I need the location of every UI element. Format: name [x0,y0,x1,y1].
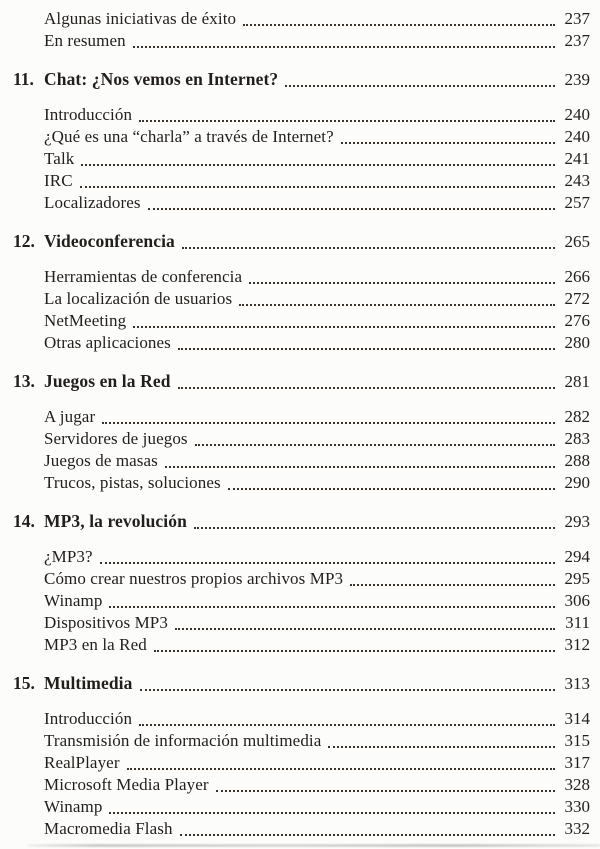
dot-leader [195,444,555,446]
page-number: 237 [564,31,590,50]
chapter-title: Chat: ¿Nos vemos en Internet? [44,69,279,89]
page-number: 239 [564,70,590,89]
toc-entry-row [13,796,590,818]
page-number: 312 [564,635,590,654]
page-number: 282 [564,407,590,426]
chapter-number: 12. [13,231,35,251]
toc-chapter-row [13,510,590,533]
toc-entry-row [13,332,590,354]
dot-leader [109,606,555,608]
toc-entry-row [13,568,590,590]
entry-title: Talk [44,149,75,168]
dot-leader [140,689,556,691]
toc-entry-row [13,288,590,310]
entry-title: ¿MP3? [44,547,93,566]
entry-title: Herramientas de conferencia [44,267,243,286]
entry-title: Dispositivos MP3 [44,613,168,632]
page-number: 243 [564,171,590,190]
entry-title: Otras aplicaciones [44,333,171,352]
toc-entry-row [13,774,590,796]
dot-leader [182,247,555,249]
toc-entry-row [13,428,590,450]
toc-entry-row [13,170,590,192]
toc-entry-row [13,730,590,752]
dot-leader [80,186,555,188]
scan-edge-artifact [28,844,600,847]
entry-title: ¿Qué es una “charla” a través de Internet? [44,127,334,146]
dot-leader [285,85,555,87]
dot-leader [133,326,555,328]
dot-leader [127,768,555,770]
dot-leader [178,387,555,389]
toc-entry-row [13,752,590,774]
entry-title: A jugar [44,407,96,426]
dot-leader [341,142,555,144]
entry-title: MP3 en la Red [44,635,147,654]
page-number: 283 [564,429,590,448]
dot-leader [178,348,555,350]
toc-chapter-row [13,672,590,695]
chapter-number: 14. [13,511,35,531]
entry-title: Algunas iniciativas de éxito [44,9,237,28]
dot-leader [194,527,555,529]
page-number: 311 [565,613,590,632]
toc-entry-row [13,590,590,612]
chapter-title: MP3, la revolución [44,511,187,531]
page-number: 281 [564,372,590,391]
chapter-number: 11. [13,69,34,89]
dot-leader [148,208,555,210]
dot-leader [133,46,555,48]
dot-leader [180,834,555,836]
page-number: 293 [564,512,590,531]
entry-title: Trucos, pistas, soluciones [44,473,221,492]
toc-entry-row [13,148,590,170]
entry-title: Cómo crear nuestros propios archivos MP3 [44,569,344,588]
entry-title: En resumen [44,31,126,50]
dot-leader [228,488,555,490]
entry-title: Servidores de juegos [44,429,188,448]
page-number: 272 [564,289,590,308]
dot-leader [139,120,555,122]
entry-title: Microsoft Media Player [44,775,209,794]
page-number: 280 [564,333,590,352]
dot-leader [328,746,555,748]
page-number: 237 [564,9,590,28]
entry-title: NetMeeting [44,311,127,330]
toc-entry-row [13,612,590,634]
toc-entry-row [13,634,590,656]
entry-title: Winamp [44,591,103,610]
dot-leader [81,164,555,166]
page-number: 290 [564,473,590,492]
chapter-title: Juegos en la Red [44,371,171,391]
entry-title: Juegos de masas [44,451,158,470]
page-number: 314 [564,709,590,728]
toc-chapter-row [13,230,590,253]
dot-leader [102,422,555,424]
entry-title: Transmisión de información multimedia [44,731,322,750]
page-number: 317 [564,753,590,772]
toc-entry-row [13,126,590,148]
toc-entry-row [13,266,590,288]
toc-entry-row [13,708,590,730]
entry-title: RealPlayer [44,753,120,772]
page-number: 332 [564,819,590,838]
dot-leader [154,650,555,652]
page-number: 266 [564,267,590,286]
dot-leader [350,584,555,586]
page-number: 241 [564,149,590,168]
page-number: 288 [564,451,590,470]
page-number: 313 [564,674,590,693]
entry-title: Macromedia Flash [44,819,173,838]
page-number: 276 [564,311,590,330]
entry-title: Localizadores [44,193,141,212]
entry-title: La localización de usuarios [44,289,233,308]
dot-leader [239,304,555,306]
chapter-title: Videoconferencia [44,231,175,251]
page-number: 240 [564,105,590,124]
entry-title: Winamp [44,797,103,816]
page-number: 265 [564,232,590,251]
entry-title: IRC [44,171,73,190]
entry-title: Introducción [44,709,133,728]
toc-entry-row [13,192,590,214]
toc-entry-row [13,104,590,126]
toc-entry-row [13,30,590,52]
dot-leader [249,282,555,284]
chapter-number: 15. [13,673,35,693]
dot-leader [175,628,555,630]
toc-chapter-row [13,68,590,91]
toc-entry-row [13,406,590,428]
page-number: 328 [564,775,590,794]
toc-chapter-row [13,370,590,393]
chapter-title: Multimedia [44,673,133,693]
chapter-number: 13. [13,371,35,391]
toc-entry-row [13,310,590,332]
dot-leader [139,724,555,726]
page-number: 295 [564,569,590,588]
page-number: 306 [564,591,590,610]
toc-entry-row [13,546,590,568]
page-number: 240 [564,127,590,146]
toc-entry-row [13,472,590,494]
dot-leader [100,562,555,564]
toc-entry-row [13,8,590,30]
entry-title: Introducción [44,105,133,124]
toc-entry-row [13,450,590,472]
dot-leader [243,24,555,26]
page-number: 257 [564,193,590,212]
page-number: 294 [564,547,590,566]
page-number: 330 [564,797,590,816]
toc-entry-row [13,818,590,840]
dot-leader [216,790,555,792]
dot-leader [109,812,555,814]
dot-leader [165,466,555,468]
page-number: 315 [564,731,590,750]
